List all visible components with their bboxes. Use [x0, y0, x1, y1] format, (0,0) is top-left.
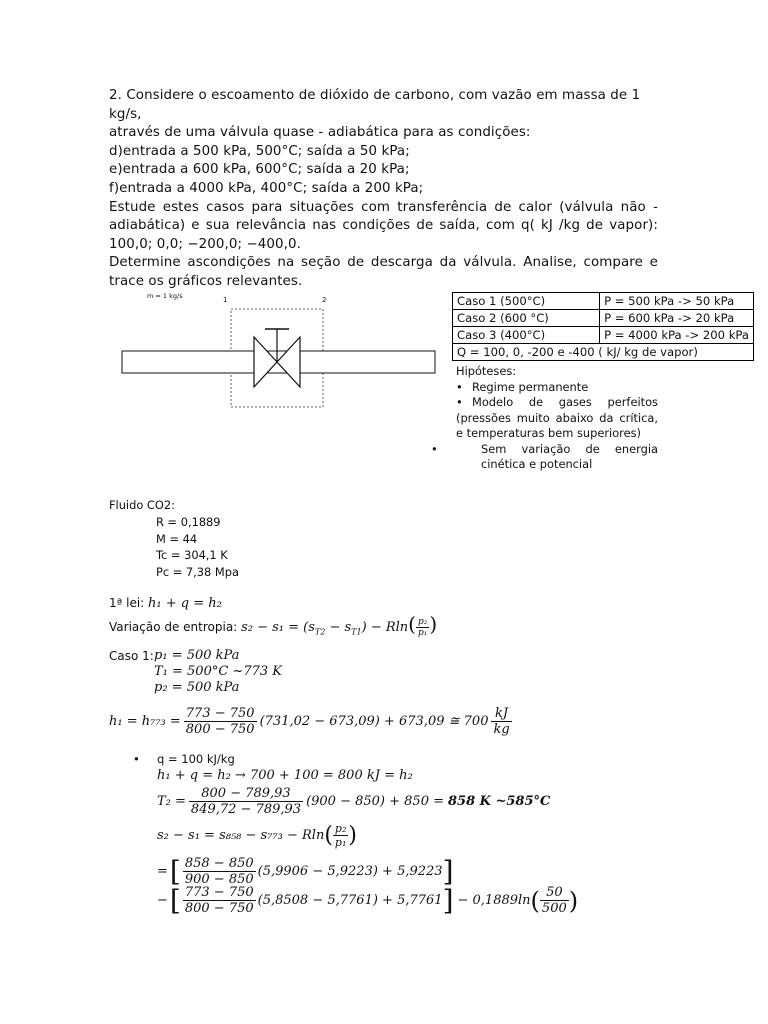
- case1-p2: p₂ = 500 kPa: [154, 680, 240, 695]
- list-item: • Sem variação de energia cinética e potencial: [431, 441, 658, 471]
- q100-entropy-line-1: = [ $\frac{858 - 850}{900 - 850}$ (5,9906 − 5,9223) + 5,9223 ]: [157, 855, 454, 888]
- fluid-title: Fluido CO2:: [109, 498, 175, 512]
- q100-entropy-line-2: − [ $\frac{773 - 750}{800 - 750}$ (5,8508 − 5,7761) + 5,7761 ] − 0,1889ln ( $\frac{50}{500}$ ): [157, 884, 579, 917]
- mass-flow-label: m = 1 kg/s: [147, 292, 183, 300]
- pressure-cell: P = 500 kPa -> 50 kPa: [600, 293, 754, 310]
- case1-p1: p₁ = 500 kPa: [154, 648, 240, 663]
- first-law-label: 1ª lei:: [109, 596, 145, 610]
- entropy-equation: $s_2 - s_1 = (s_{T2} - s_{T1}) - Rln$( $\frac{\text{p₂}}{\text{p₁}}$ ): [241, 612, 438, 638]
- case-cell: Caso 2 (600 °C): [453, 310, 600, 327]
- problem-line-6: Estude estes casos para situações com transferência de calor (válvula não - adiabática) e sua relevância nas condições de saída, com q( kJ /kg de vapor): 100,0; 0,0; −200,0; −400,0.: [109, 199, 658, 252]
- case1-label: Caso 1:: [109, 649, 154, 663]
- problem-line-3: d)entrada a 500 kPa, 500°C; saída a 50 kPa;: [109, 143, 410, 159]
- first-law-equation: h₁ + q = h₂: [148, 596, 222, 611]
- pressure-cell: P = 4000 kPa -> 200 kPa: [600, 327, 754, 344]
- pressure-cell: P = 600 kPa -> 20 kPa: [600, 310, 754, 327]
- fluid-prop-m: M = 44: [156, 532, 198, 546]
- entropy-line: [109, 612, 437, 638]
- bullet-icon: •: [133, 752, 140, 766]
- bullet-icon: •: [456, 395, 463, 409]
- problem-line-4: e)entrada a 600 kPa, 600°C; saída a 20 kPa;: [109, 162, 410, 178]
- point-2-label: 2: [322, 296, 327, 304]
- case1-t1: T₁ = 500°C ~773 K: [154, 664, 282, 679]
- first-law: [109, 596, 222, 611]
- hypotheses-title: Hipóteses:: [456, 364, 517, 378]
- point-1-label: 1: [223, 296, 228, 304]
- table-row: [453, 293, 754, 310]
- bullet-icon: •: [431, 441, 438, 456]
- problem-statement: [109, 87, 658, 292]
- list-item: • Regime permanente: [456, 379, 589, 394]
- problem-line-1: 2. Considere o escoamento de dióxido de carbono, com vazão em massa de 1 kg/s,: [109, 88, 641, 122]
- problem-line-2: através de uma válvula quase - adiabática para as condições:: [109, 125, 531, 141]
- entropy-label: Variação de entropia:: [109, 620, 238, 634]
- fluid-prop-r: R = 0,1889: [156, 515, 221, 529]
- problem-line-5: f)entrada a 4000 kPa, 400°C; saída a 200 kPa;: [109, 180, 424, 196]
- q100-label: q = 100 kJ/kg: [157, 752, 235, 766]
- valve-diagram: [115, 285, 445, 415]
- list-item: • Modelo de gases perfeitos (pressões muito abaixo da crítica, e temperaturas bem superiores): [456, 395, 658, 440]
- problem-line-7: Determine ascondições na seção de descarga da válvula. Analise, compare e trace os gráficos relevantes.: [109, 255, 658, 289]
- table-row: [453, 344, 754, 361]
- case-cell: Caso 1 (500°C): [453, 293, 600, 310]
- q100-t2-equation: T₂ = $\frac{800 - 789,93}{849,72 - 789,93}$ (900 − 850) + 850 = 858 K ~585°C: [157, 786, 551, 817]
- q100-energy-balance: h₁ + q = h₂ → 700 + 100 = 800 kJ = h₂: [157, 768, 413, 783]
- q100-entropy-equation: s₂ − s₁ = s₈₅₈ − s₇₇₃ − Rln ( $\frac{\text{p₂}}{\text{p₁}}$ ): [157, 822, 357, 849]
- bullet-icon: •: [456, 379, 463, 394]
- heat-values-cell: Q = 100, 0, -200 e -400 ( kJ/ kg de vapor): [453, 344, 754, 361]
- case-cell: Caso 3 (400°C): [453, 327, 600, 344]
- cases-table: [452, 292, 754, 361]
- hypotheses: [431, 364, 658, 473]
- fluid-prop-tc: Tc = 304,1 K: [156, 548, 228, 562]
- table-row: [453, 310, 754, 327]
- table-row: [453, 327, 754, 344]
- case1-h1-equation: h₁ = h₇₇₃ = $\frac{773 - 750}{800 - 750}$ (731,02 − 673,09) + 673,09 ≅ 700 $\frac{kJ}{kg}$: [109, 706, 510, 737]
- fluid-prop-pc: Pc = 7,38 Mpa: [156, 565, 239, 579]
